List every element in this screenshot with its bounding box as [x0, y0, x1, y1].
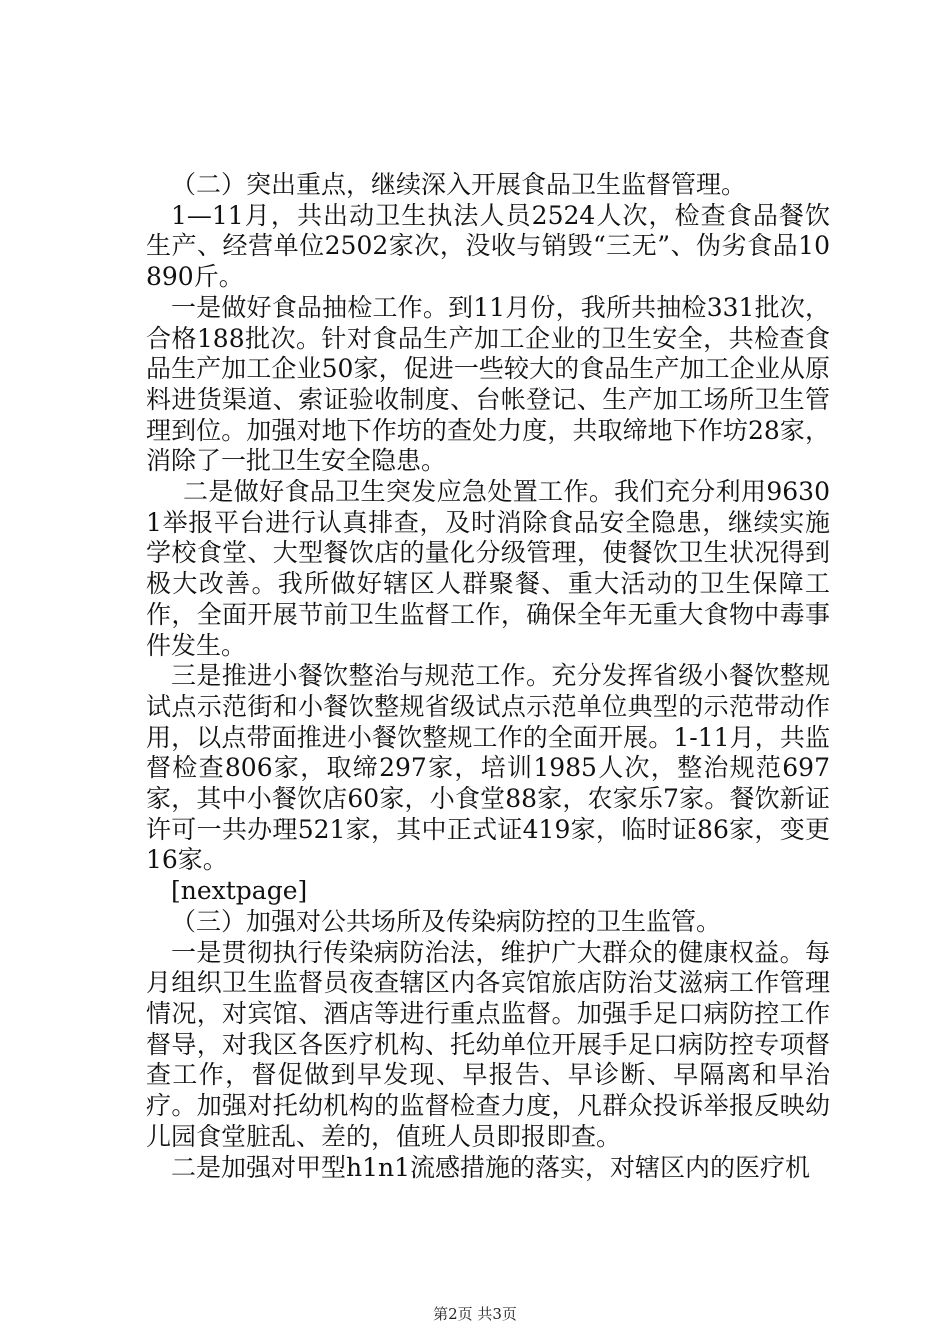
- page-footer: [0, 1304, 950, 1324]
- page-number-label: 第2页 共3页: [433, 1305, 517, 1323]
- paragraph-infectious-disease: 一是贯彻执行传染病防治法，维护广大群众的健康权益。每月组织卫生监督员夜查辖区内各宾馆旅店防治艾滋病工作管理情况，对宾馆、酒店等进行重点监督。加强手足口病防控工作督导，对我区各医疗机构、托幼单位开展手足口病防控专项督查工作，督促做到早发现、早报告、早诊断、早隔离和早治疗。加强对托幼机构的监督检查力度，凡群众投诉举报反映幼儿园食堂脏乱、差的，值班人员即报即查。: [146, 937, 830, 1151]
- paragraph-small-catering: 三是推进小餐饮整治与规范工作。充分发挥省级小餐饮整规试点示范街和小餐饮整规省级试点示范单位典型的示范带动作用，以点带面推进小餐饮整规工作的全面开展。1-11月，共监督检查806家，取缔297家，培训1985人次，整治规范697家，其中小餐饮店60家，小食堂88家，农家乐7家。餐饮新证许可一共办理521家，其中正式证419家，临时证86家，变更16家。: [146, 661, 830, 875]
- nextpage-marker: [nextpage]: [171, 876, 308, 906]
- section-heading-3: （三）加强对公共场所及传染病防控的卫生监管。: [171, 906, 722, 936]
- document-body: [146, 170, 830, 1183]
- section-heading-2: （二）突出重点，继续深入开展食品卫生监督管理。: [171, 170, 747, 199]
- paragraph-summary-stats: 1—11月，共出动卫生执法人员2524人次，检查食品餐饮生产、经营单位2502家次，没收与销毁“三无”、伪劣食品10890斤。: [146, 200, 830, 292]
- paragraph-emergency-response: 二是做好食品卫生突发应急处置工作。我们充分利用96301举报平台进行认真排查，及时消除食品安全隐患，继续实施学校食堂、大型餐饮店的量化分级管理，使餐饮卫生状况得到极大改善。我所做好辖区人群聚餐、重大活动的卫生保障工作，全面开展节前卫生监督工作，确保全年无重大食物中毒事件发生。: [146, 477, 830, 660]
- paragraph-h1n1: 二是加强对甲型h1n1流感措施的落实，对辖区内的医疗机: [171, 1152, 811, 1182]
- paragraph-food-sampling: 一是做好食品抽检工作。到11月份，我所共抽检331批次，合格188批次。针对食品生产加工企业的卫生安全，共检查食品生产加工企业50家，促进一些较大的食品生产加工企业从原料进货渠道、索证验收制度、台帐登记、生产加工场所卫生管理到位。加强对地下作坊的查处力度，共取缔地下作坊28家，消除了一批卫生安全隐患。: [146, 292, 830, 476]
